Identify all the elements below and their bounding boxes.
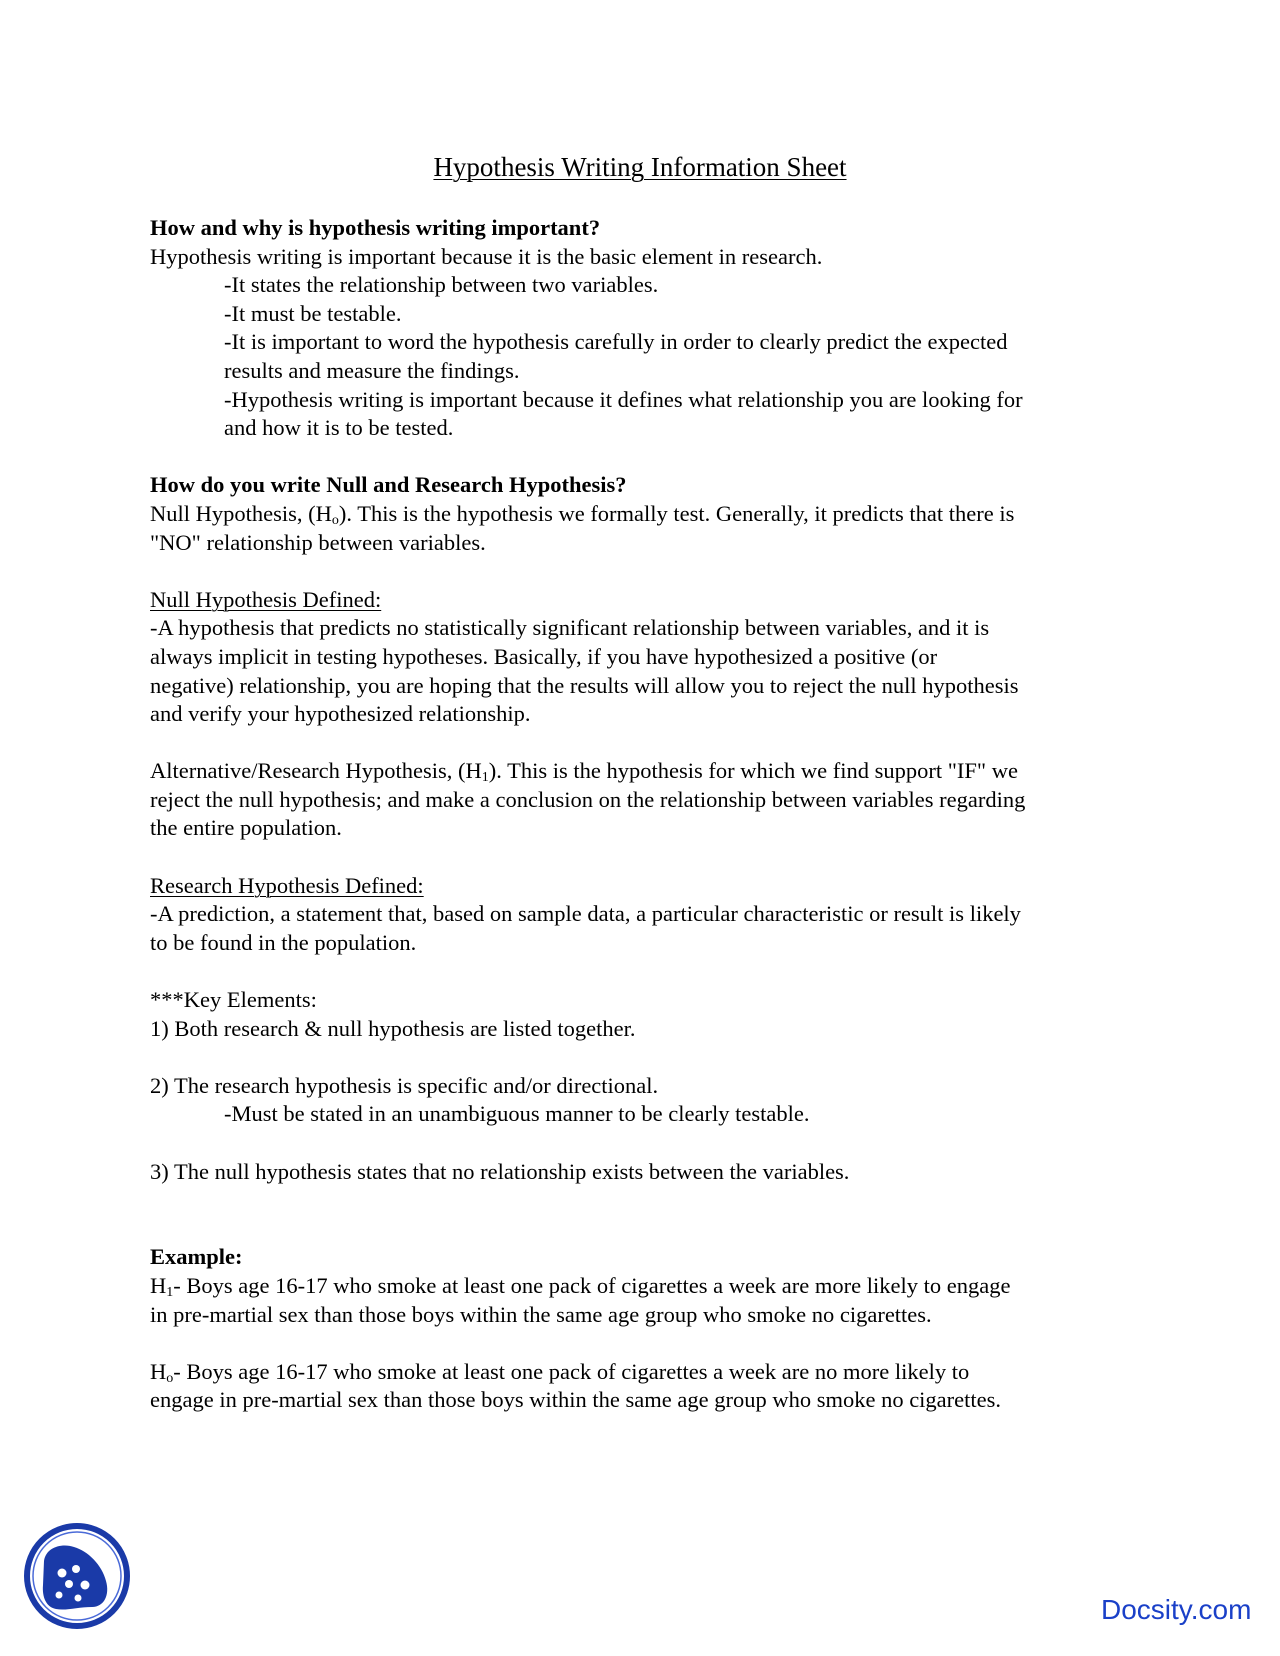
text-run: ). This is the hypothesis for which we find support "IF" we xyxy=(488,758,1018,784)
key-element-subitem: -Must be stated in an unambiguous manner to be clearly testable. xyxy=(224,1101,810,1127)
page-title: Hypothesis Writing Information Sheet xyxy=(433,152,847,182)
null-defined-text: and verify your hypothesized relationship. xyxy=(150,701,531,727)
bullet-point-continued: results and measure the findings. xyxy=(224,357,520,383)
text-run: - Boys age 16-17 who smoke at least one pack of cigarettes a week are no more likely to xyxy=(173,1358,970,1384)
text-run: Null Hypothesis, (H xyxy=(150,500,332,526)
null-defined-text: -A hypothesis that predicts no statistically significant relationship between variables, and it is xyxy=(150,615,990,641)
null-defined-text: always implicit in testing hypotheses. Basically, if you have hypothesized a positive (or xyxy=(150,643,938,669)
subscript: o xyxy=(331,512,339,528)
document-body xyxy=(150,214,1130,1415)
example-ho-line-cont: engage in pre-martial sex than those boys within the same age group who smoke no cigarettes. xyxy=(150,1387,1002,1413)
subscript: 1 xyxy=(166,1284,174,1300)
research-defined-text: -A prediction, a statement that, based on sample data, a particular characteristic or result is likely xyxy=(150,901,1021,927)
key-element-item: 2) The research hypothesis is specific and/or directional. xyxy=(150,1072,659,1098)
example-heading: Example: xyxy=(150,1244,243,1270)
text-run: - Boys age 16-17 who smoke at least one pack of cigarettes a week are more likely to engage xyxy=(173,1272,1011,1298)
bullet-point: -It must be testable. xyxy=(224,300,402,326)
null-defined-text: negative) relationship, you are hoping that the results will allow you to reject the null hypothesis xyxy=(150,672,1019,698)
alternative-hypothesis-text: the entire population. xyxy=(150,815,342,841)
docsity-logo-svg xyxy=(22,1521,132,1631)
bullet-point-continued: and how it is to be tested. xyxy=(224,415,454,441)
example-h1-line xyxy=(150,1272,1130,1301)
null-hypothesis-intro xyxy=(150,500,1130,529)
text-run: Alternative/Research Hypothesis, (H xyxy=(150,758,482,784)
alternative-hypothesis-text: reject the null hypothesis; and make a conclusion on the relationship between variables regarding xyxy=(150,786,1026,812)
text-run: H xyxy=(150,1272,167,1298)
bullet-point: -It is important to word the hypothesis carefully in order to clearly predict the expected xyxy=(224,329,1008,355)
research-defined-text: to be found in the population. xyxy=(150,929,417,955)
alternative-hypothesis-intro xyxy=(150,757,1130,786)
text-run: ). This is the hypothesis we formally test. Generally, it predicts that there is xyxy=(338,500,1015,526)
key-element-item: 3) The null hypothesis states that no relationship exists between the variables. xyxy=(150,1158,850,1184)
research-defined-heading: Research Hypothesis Defined: xyxy=(150,872,424,898)
text-run: H xyxy=(150,1358,167,1384)
subscript: o xyxy=(166,1370,174,1386)
null-defined-heading: Null Hypothesis Defined: xyxy=(150,586,382,612)
section-heading-importance: How and why is hypothesis writing important? xyxy=(150,215,601,240)
subscript: 1 xyxy=(481,770,489,786)
docsity-brand-link[interactable]: Docsity.com xyxy=(1101,1594,1252,1625)
key-element-item: 1) Both research & null hypothesis are listed together. xyxy=(150,1015,636,1041)
null-hypothesis-intro-cont: "NO" relationship between variables. xyxy=(150,529,486,555)
bullet-point: -Hypothesis writing is important because it defines what relationship you are looking for xyxy=(224,386,1023,412)
section-intro: Hypothesis writing is important because it is the basic element in research. xyxy=(150,243,823,269)
key-elements-heading: ***Key Elements: xyxy=(150,987,317,1013)
example-ho-line xyxy=(150,1358,1130,1387)
bullet-point: -It states the relationship between two variables. xyxy=(224,272,659,298)
section-heading-null-research: How do you write Null and Research Hypothesis? xyxy=(150,472,627,498)
example-h1-line-cont: in pre-martial sex than those boys within the same age group who smoke no cigarettes. xyxy=(150,1301,932,1327)
docsity-logo-icon xyxy=(22,1521,132,1631)
